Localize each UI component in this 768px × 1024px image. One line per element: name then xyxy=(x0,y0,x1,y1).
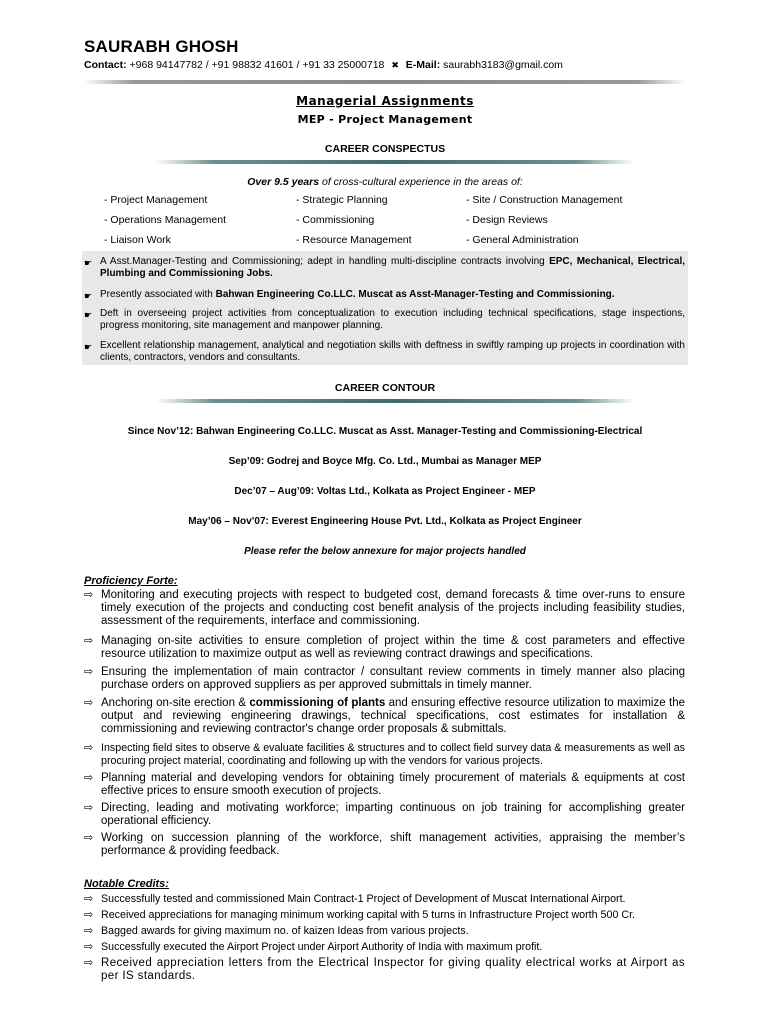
summary-bullet xyxy=(84,256,685,280)
hollow-arrow-icon: ⇨ xyxy=(84,909,94,921)
hollow-arrow-icon: ⇨ xyxy=(84,925,94,937)
hollow-arrow-icon: ⇨ xyxy=(84,957,94,969)
contact-label: Contact: xyxy=(84,59,127,71)
summary-bullet xyxy=(84,340,685,364)
summary-bullet-text: A Asst.Manager-Testing and Commissioning; adept in handling multi-discipline contracts involving EPC, Mechanical, Electrical, Plumbing and Commissioning Jobs. xyxy=(100,256,685,279)
email-address: saurabh3183@gmail.com xyxy=(443,59,563,71)
area-item: - General Administration xyxy=(466,234,579,246)
proficiency-heading: Proficiency Forte: xyxy=(84,575,178,587)
career-entry: Dec’07 – Aug’09: Voltas Ltd., Kolkata as Project Engineer - MEP xyxy=(234,486,536,497)
credits-heading: Notable Credits: xyxy=(84,878,169,890)
career-contour-heading: CAREER CONTOUR xyxy=(334,382,436,394)
annexure-note: Please refer the below annexure for major projects handled xyxy=(244,546,526,557)
career-entry: May’06 – Nov’07: Everest Engineering House Pvt. Ltd., Kolkata as Project Engineer xyxy=(188,516,582,527)
proficiency-item: ⇨ Directing, leading and motivating workforce; imparting continuous on job training for accomplishing greater operational efficiency. xyxy=(84,802,685,827)
proficiency-item: ⇨ Planning material and developing vendors for obtaining timely procurement of materials & equipments at cost effective prices to ensure smooth execution of projects. xyxy=(84,772,685,797)
summary-bullet xyxy=(84,289,685,301)
summary-bullet xyxy=(84,308,685,332)
area-item: - Operations Management xyxy=(104,214,226,226)
contact-line xyxy=(84,59,563,71)
hollow-arrow-icon: ⇨ xyxy=(84,635,94,647)
proficiency-item: ⇨ Monitoring and executing projects with respect to budgeted cost, demand forecasts & time over-runs to ensure timely execution of the projects and conducting cost benefit analysis of the projects including feasibility studies, assessment of the requirements, interface and commissioning. xyxy=(84,589,685,627)
career-conspectus-heading: CAREER CONSPECTUS xyxy=(324,143,446,155)
hollow-arrow-icon: ⇨ xyxy=(84,832,94,844)
summary-bullet-text: Deft in overseeing project activities from conceptualization to execution including technical specifications, stage inspections, progress monitoring, site management and manpower planning. xyxy=(100,308,685,331)
section-divider xyxy=(156,160,634,164)
area-item: - Project Management xyxy=(104,194,208,206)
areas-row xyxy=(100,214,680,234)
hollow-arrow-icon: ⇨ xyxy=(84,742,94,754)
area-item: - Commissioning xyxy=(296,214,375,226)
pointing-hand-icon: ☛ xyxy=(84,291,93,301)
header-divider xyxy=(84,80,686,84)
phone-numbers: +968 94147782 / +91 98832 41601 / +91 33 25000718 xyxy=(129,59,385,71)
hollow-arrow-icon: ⇨ xyxy=(84,772,94,784)
hollow-arrow-icon: ⇨ xyxy=(84,589,94,601)
section-divider xyxy=(156,399,634,403)
proficiency-item: ⇨ Ensuring the implementation of main contractor / consultant review comments in timely manner also placing purchase orders on approved suppliers as per approved submittals in timely manner. xyxy=(84,666,685,691)
summary-bullet-text: Presently associated with Bahwan Engineering Co.LLC. Muscat as Asst-Manager-Testing and Commissioning. xyxy=(100,289,615,300)
area-item: - Site / Construction Management xyxy=(466,194,623,206)
hollow-arrow-icon: ⇨ xyxy=(84,697,94,709)
hollow-arrow-icon: ⇨ xyxy=(84,666,94,678)
career-entry: Sep’09: Godrej and Boyce Mfg. Co. Ltd., Mumbai as Manager MEP xyxy=(228,456,542,467)
credit-item: ⇨ Received appreciation letters from the Electrical Inspector for giving quality electrical works at Airport as per IS standards. xyxy=(84,957,685,982)
credit-item: ⇨ Successfully tested and commissioned Main Contract-1 Project of Development of Muscat International Airport. xyxy=(84,893,626,905)
separator-icon: ✖ xyxy=(391,60,399,70)
area-item: - Strategic Planning xyxy=(296,194,388,206)
proficiency-item: ⇨ Anchoring on-site erection & commissioning of plants and ensuring effective resource utilization to maximize the output and reviewing engineering drawings, technical specifications, cost estimates for installation & commissioning and reviewing contractor's change order proposals & submittals. xyxy=(84,697,685,735)
credit-item: ⇨ Successfully executed the Airport Project under Airport Authority of India with maximum profit. xyxy=(84,941,543,953)
experience-years: Over 9.5 years xyxy=(247,176,320,188)
email-label: E-Mail: xyxy=(405,59,441,71)
pointing-hand-icon: ☛ xyxy=(84,342,93,352)
experience-text: of cross-cultural experience in the areas of: xyxy=(319,176,523,188)
areas-row xyxy=(100,194,680,214)
role-title: Managerial Assignments xyxy=(296,94,474,108)
credit-item: ⇨ Received appreciations for managing minimum working capital with 5 turns in Infrastructure Project worth 500 Cr. xyxy=(84,909,636,921)
hollow-arrow-icon: ⇨ xyxy=(84,941,94,953)
pointing-hand-icon: ☛ xyxy=(84,310,93,320)
credit-item: ⇨ Bagged awards for giving maximum no. of kaizen Ideas from various projects. xyxy=(84,925,469,937)
area-item: - Liaison Work xyxy=(104,234,171,246)
area-item: - Design Reviews xyxy=(466,214,548,226)
hollow-arrow-icon: ⇨ xyxy=(84,893,94,905)
proficiency-item: ⇨ Inspecting field sites to observe & evaluate facilities & structures and to collect field survey data & measurements as well as procuring project material, coordinating and following up with the vendors for various projects. xyxy=(84,742,685,767)
areas-of-expertise xyxy=(100,194,680,254)
area-item: - Resource Management xyxy=(296,234,412,246)
candidate-name: SAURABH GHOSH xyxy=(84,37,239,56)
role-subtitle: MEP - Project Management xyxy=(297,113,473,126)
career-entry: Since Nov’12: Bahwan Engineering Co.LLC. Muscat as Asst. Manager-Testing and Commissioning-Electrical xyxy=(127,426,643,437)
proficiency-item: ⇨ Managing on-site activities to ensure completion of project within the time & cost parameters and effective resource utilization to maximize output as well as reviewing contract drawings and specifications. xyxy=(84,635,685,660)
proficiency-item: ⇨ Working on succession planning of the workforce, shift management activities, appraising the member’s performance & providing feedback. xyxy=(84,832,685,857)
hollow-arrow-icon: ⇨ xyxy=(84,802,94,814)
summary-bullet-text: Excellent relationship management, analytical and negotiation skills with deftness in swiftly ramping up projects in coordination with clients, contractors, vendors and consultants. xyxy=(100,340,685,363)
experience-summary xyxy=(84,176,686,188)
pointing-hand-icon: ☛ xyxy=(84,258,93,268)
